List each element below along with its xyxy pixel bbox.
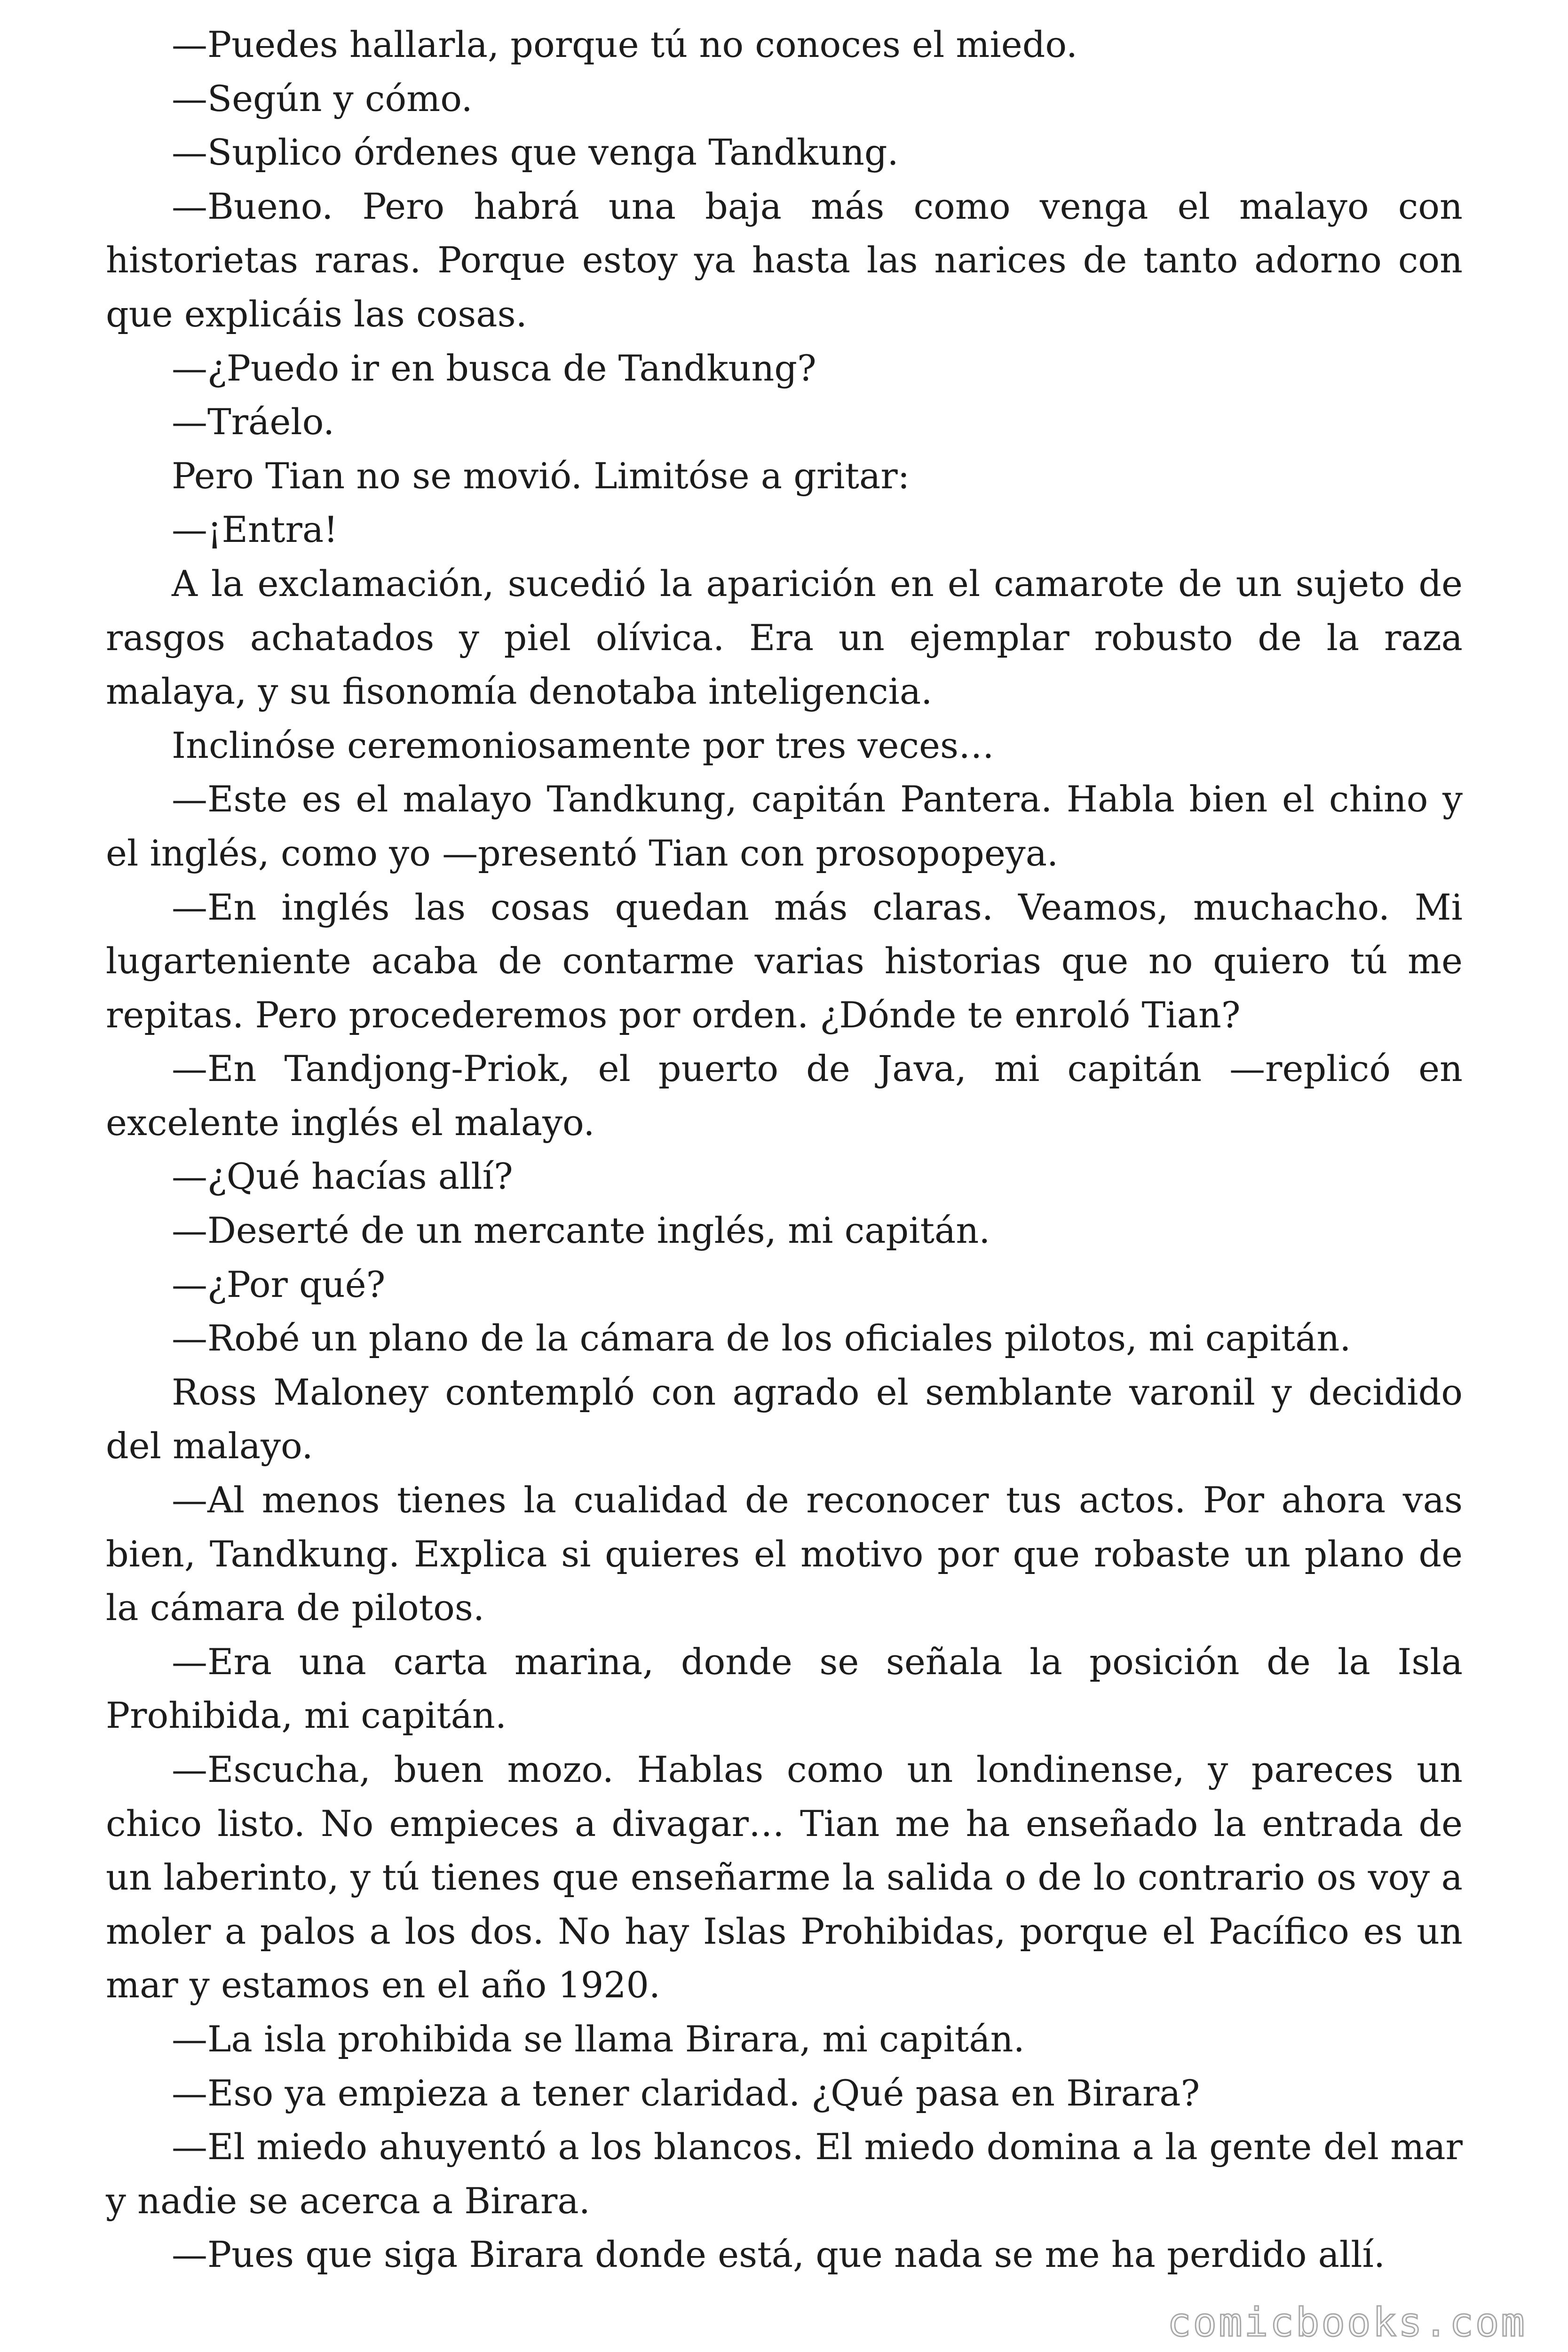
paragraph: Ross Maloney contempló con agrado el semblante varonil y decidido del malayo. [106,1371,1463,1467]
paragraph: —En Tandjong-Priok, el puerto de Java, mi capitán —replicó en excelente inglés el malayo. [106,1048,1463,1144]
paragraph: —Era una carta marina, donde se señala la posición de la Isla Prohibida, mi capitán. [106,1640,1463,1737]
paragraph: —Escucha, buen mozo. Hablas como un londinense, y pareces un chico listo. No empieces a divagar… Tian me ha enseñado la entrada de un laberinto, y tú tienes que enseñarme la salida o de lo contrario os voy a moler a palos a los dos. No hay Islas Prohibidas, porque el Pacífico es un mar y estamos en el año 1920. [106,1748,1463,2006]
paragraph: —¿Puedo ir en busca de Tandkung? [172,347,816,389]
paragraph: —Puedes hallarla, porque tú no conoces el miedo. [172,24,1078,65]
paragraph: —Eso ya empieza a tener claridad. ¿Qué pasa en Birara? [172,2072,1200,2114]
paragraph: —Al menos tienes la cualidad de reconocer tus actos. Por ahora vas bien, Tandkung. Explica si quieres el motivo por que robaste un plano de la cámara de pilotos. [106,1479,1463,1629]
paragraph: —Robé un plano de la cámara de los oficiales pilotos, mi capitán. [172,1317,1351,1359]
paragraph: —¡Entra! [172,509,338,551]
document-body [106,18,1463,2282]
paragraph: —Deserté de un mercante inglés, mi capitán. [172,1209,990,1252]
paragraph: —La isla prohibida se llama Birara, mi capitán. [172,2018,1025,2060]
paragraph: —¿Por qué? [172,1263,386,1305]
paragraph: —Pues que siga Birara donde está, que nada se me ha perdido allí. [172,2233,1385,2276]
paragraph: —Tráelo. [172,401,335,443]
watermark-logo: comicbooks.com [1167,2299,1527,2345]
paragraph: —En inglés las cosas quedan más claras. Veamos, muchacho. Mi lugarteniente acaba de contarme varias historias que no quiero tú me repitas. Pero procederemos por orden. ¿Dónde te enroló Tian? [106,886,1463,1036]
paragraph: A la exclamación, sucedió la aparición en el camarote de un sujeto de rasgos achatados y piel olívica. Era un ejemplar robusto de la raza malaya, y su fisonomía denotaba inteligencia. [106,562,1463,713]
paragraph: —Este es el malayo Tandkung, capitán Pantera. Habla bien el chino y el inglés, como yo —presentó Tian con prosopopeya. [106,778,1463,874]
paragraph: —Suplico órdenes que venga Tandkung. [172,131,899,174]
paragraph: —Bueno. Pero habrá una baja más como venga el malayo con historietas raras. Porque estoy ya hasta las narices de tanto adorno con que explicáis las cosas. [106,185,1463,335]
paragraph: —¿Qué hacías allí? [172,1155,513,1198]
paragraph: —Según y cómo. [172,77,473,119]
paragraph: —El miedo ahuyentó a los blancos. El miedo domina a la gente del mar y nadie se acerca a Birara. [106,2126,1463,2222]
paragraph: Pero Tian no se movió. Limitóse a gritar: [172,454,910,497]
paragraph: Inclinóse ceremoniosamente por tres veces… [172,724,995,766]
